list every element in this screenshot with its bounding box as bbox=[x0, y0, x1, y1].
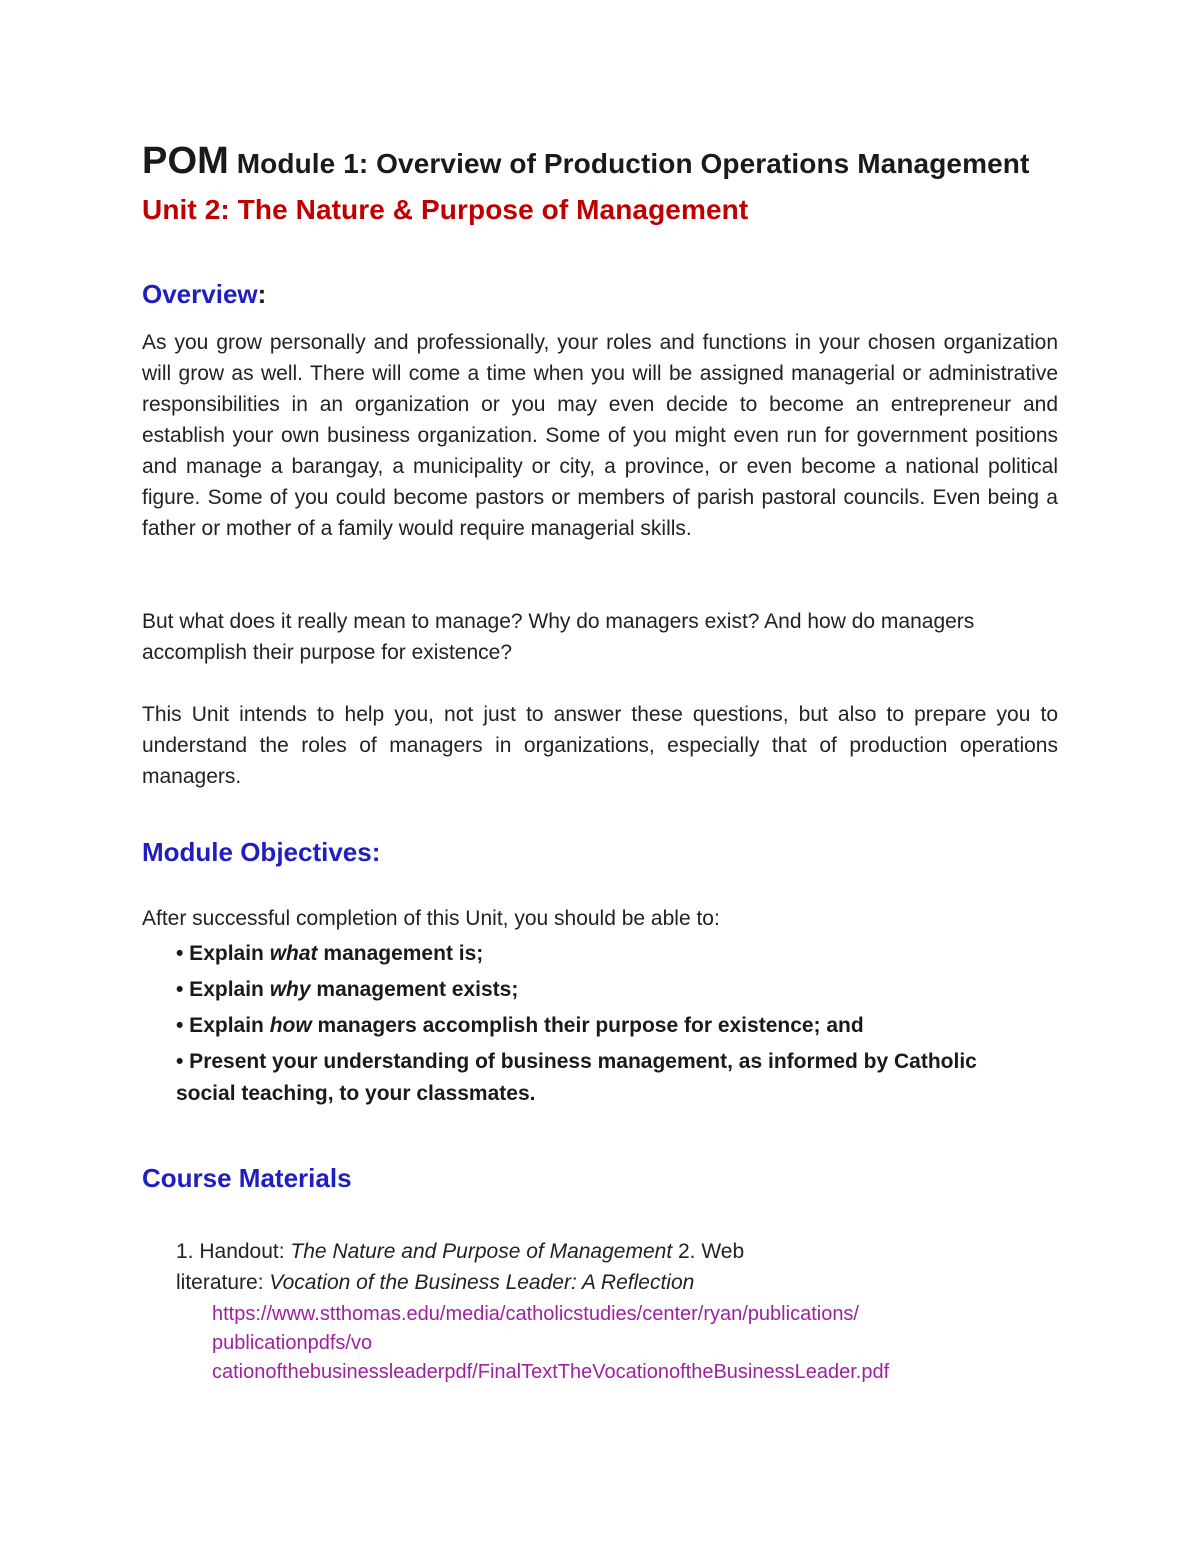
objectives-list bbox=[176, 938, 1036, 1114]
objectives-intro: After successful completion of this Unit, you should be able to: bbox=[142, 907, 720, 930]
link-line[interactable]: publicationpdfs/vo bbox=[212, 1332, 373, 1354]
document-title bbox=[142, 138, 1058, 233]
objective-item: • Explain what management is; bbox=[176, 942, 484, 965]
objective-item: • Present your understanding of business management, as informed by Catholic social teaching, to your classmates. bbox=[176, 1050, 977, 1105]
title-unit: Unit 2: The Nature & Purpose of Management bbox=[142, 194, 749, 225]
overview-paragraph-2: But what does it really mean to manage? Why do managers exist? And how do managers accomplish their purpose for existence? bbox=[142, 610, 975, 664]
link-line[interactable]: cationofthebusinessleaderpdf/FinalTextTheVocationoftheBusinessLeader.pdf bbox=[212, 1361, 890, 1383]
title-pom: POM bbox=[142, 140, 229, 182]
objectives-heading: Module Objectives: bbox=[142, 837, 381, 867]
material-item-1: 1. Handout: The Nature and Purpose of Management 2. Web bbox=[176, 1240, 745, 1263]
web-literature-link[interactable] bbox=[212, 1300, 1032, 1387]
objective-item: • Explain why management exists; bbox=[176, 978, 519, 1001]
title-module: Module 1: Overview of Production Operations Management bbox=[228, 148, 1030, 179]
overview-paragraph-1: As you grow personally and professionally, your roles and functions in your chosen organization will grow as well. There will come a time when you will be assigned managerial or administrative responsibilities in an organization or you may even decide to become an entrepreneur and establish your own business organization. Some of you might even run for government positions and manage a barangay, a municipality or city, a province, or even become a national political figure. Some of you could become pastors or members of parish pastoral councils. Even being a father or mother of a family would require managerial skills. bbox=[142, 331, 1058, 540]
overview-paragraph-3: This Unit intends to help you, not just to answer these questions, but also to prepare you to understand the roles of managers in organizations, especially that of production operations managers. bbox=[142, 703, 1058, 788]
link-line[interactable]: https://www.stthomas.edu/media/catholicstudies/center/ryan/publications/ bbox=[212, 1303, 859, 1325]
course-materials-list bbox=[176, 1236, 1036, 1298]
overview-heading: Overview: bbox=[142, 279, 267, 309]
objective-item: • Explain how managers accomplish their purpose for existence; and bbox=[176, 1014, 864, 1037]
course-materials-heading: Course Materials bbox=[142, 1163, 352, 1193]
material-item-2: literature: Vocation of the Business Leader: A Reflection bbox=[176, 1271, 695, 1294]
